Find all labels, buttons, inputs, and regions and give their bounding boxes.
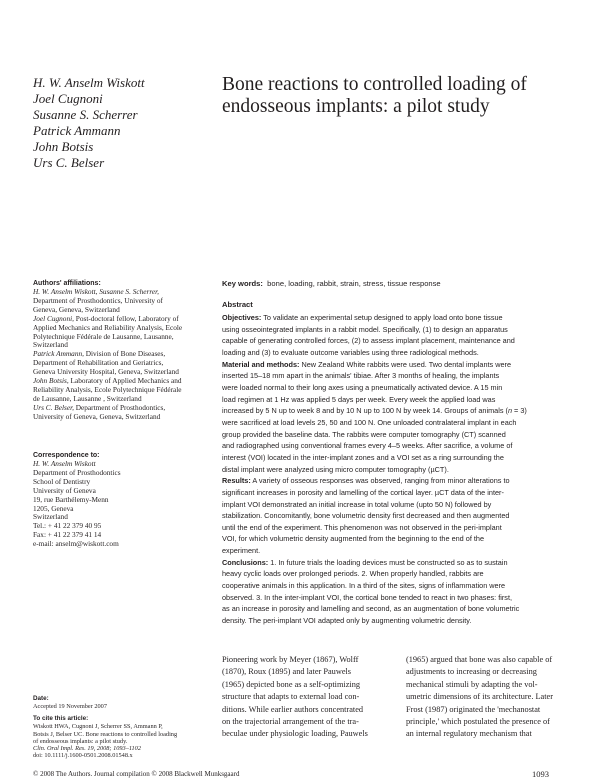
abstract-section-label: Objectives: — [222, 313, 262, 322]
abstract-text: density. The peri-implant VOI adapted only by augmenting volumetric density. — [222, 616, 472, 626]
address-line: School of Dentistry — [33, 476, 91, 486]
abstract-text: observed. 3. In the inter-implant VOI, the cortical bone tended to react in two phases: first, — [222, 592, 513, 602]
abstract-line — [222, 464, 592, 476]
dates-block — [33, 695, 213, 760]
abstract-section-label: Conclusions: — [222, 557, 269, 567]
body-column-left — [222, 654, 398, 741]
abstract-line — [222, 487, 592, 499]
abstract-line — [222, 394, 592, 406]
affiliation-line — [33, 413, 213, 422]
abstract-text: and radiographed using conventional frames every 4–5 weeks. After sacrifice, a volume of — [222, 441, 513, 451]
author-name: Patrick Ammann — [33, 123, 121, 138]
body-line: (1965) argued that bone was also capable of — [406, 655, 553, 664]
page-number: 1093 — [532, 769, 549, 779]
abstract-text: A variety of osseous responses was observed, ranging from minor alterations to — [250, 476, 510, 486]
body-line: mechanical stimuli by adapting the vol- — [406, 679, 538, 689]
abstract-body — [222, 312, 592, 627]
affiliation-text: Department of Rehabilitation and Geriatrics, — [33, 358, 164, 368]
affiliation-author: H. W. Anselm Wiskott, Susanne S. Scherrer, — [33, 287, 159, 296]
body-line: (1870), Roux (1895) and later Pauwels — [222, 667, 352, 677]
abstract-line — [222, 440, 592, 452]
author-list — [33, 75, 213, 171]
address-line: Switzerland — [33, 512, 68, 522]
affiliation-text: Division of Bone Diseases, — [83, 349, 166, 359]
abstract-line — [222, 370, 592, 382]
correspondence-heading: Correspondence to: — [33, 452, 100, 459]
abstract-line — [222, 405, 592, 417]
citation-text — [33, 723, 213, 759]
citation-line: Botsis J, Belser UC. Bone reactions to controlled loading — [33, 730, 178, 738]
abstract-text: heavy cyclic loads over prolonged periods. 2. When properly handled, rabbits are — [222, 569, 484, 579]
abstract-text: stabilization. Concomitantly, bone volumetric density first decreased and then augmented — [222, 511, 510, 521]
abstract-line — [222, 499, 592, 511]
abstract-line — [222, 417, 592, 429]
abstract-line — [222, 580, 592, 592]
abstract-text: load regimen at 1 Hz was applied 5 days per week. Every week the applied load was — [222, 394, 496, 404]
affiliation-author: John Botsis, — [33, 376, 69, 386]
body-line: umetric dimensions of its architecture. Later — [406, 692, 553, 702]
abstract-line — [222, 510, 592, 522]
abstract-text: = 3) — [512, 406, 527, 416]
affiliation-author: Joel Cugnoni, — [33, 313, 74, 323]
abstract-text: significant increases in porosity and lamelling of the cortical layer. µCT data of the inter- — [222, 487, 504, 497]
keywords-label: Key words: — [222, 279, 263, 288]
body-line: (1965) depicted bone as a self-optimizing — [222, 679, 361, 689]
title-line: Bone reactions to controlled loading of — [222, 74, 527, 95]
affiliation-text: Geneva, Geneva, Switzerland — [33, 304, 120, 314]
author-name: Urs C. Belser — [33, 155, 105, 170]
accepted-date: Accepted 19 November 2007 — [33, 703, 107, 710]
affiliation-author: Patrick Ammann, — [33, 349, 84, 359]
affiliation-text: Geneva University Hospital, Geneva, Switzerland — [33, 367, 179, 377]
body-column-right — [406, 654, 582, 741]
address-line: Tel.: + 41 22 379 40 95 — [33, 521, 102, 531]
body-line: Frost (1987) originated the 'mechanostat — [406, 704, 541, 714]
abstract-text: New Zealand White rabbits were used. Two dental implants were — [299, 359, 512, 369]
abstract-line — [222, 592, 592, 604]
abstract-line — [222, 312, 592, 324]
abstract-text: were sacrificed at load levels 25, 50 and 100 N. One unloaded contralateral implant in each — [222, 417, 517, 427]
affiliations-heading: Authors' affiliations: — [33, 280, 101, 287]
address-line: Fax: + 41 22 379 41 14 — [33, 530, 102, 540]
citation-line: of endosseous implants: a pilot study. — [33, 737, 128, 745]
body-line: adjustments to increasing or decreasing — [406, 667, 537, 677]
abstract-text: group provided the baseline data. The rabbits were computer tomography (CT) scanned — [222, 429, 506, 439]
address-line: 19, rue Barthélemy-Menn — [33, 494, 109, 504]
body-line: beculae under physiologic loading, Pauwels — [222, 729, 368, 739]
abstract-line — [222, 568, 592, 580]
abstract-line — [222, 347, 592, 359]
abstract-text: increased by 5 N up to week 8 and by 10 N up to 100 N by week 14. Groups of animals ( — [222, 406, 508, 416]
abstract-text: as an increase in porosity and lamelling and second, as an augmentation of bone volumetric — [222, 604, 520, 614]
abstract-line — [222, 452, 592, 464]
body-line: an internal regulatory mechanism that — [406, 729, 532, 739]
abstract-text: were loaded normal to their long axes using a pneumatically activated device. A 15 min — [222, 382, 503, 392]
abstract-text: loading and (3) to evaluate outcome variables using three radiological methods. — [222, 347, 479, 357]
keywords — [222, 279, 582, 289]
author-name: Susanne S. Scherrer — [33, 107, 138, 122]
address-line: University of Geneva — [33, 485, 96, 495]
affiliation-text: Polytechnique Fédérale de Lausanne, Lausanne, — [33, 331, 174, 341]
citation-line: Clin. Oral Impl. Res. 19, 2008; 1093–1102 — [33, 745, 141, 753]
abstract-text: capable of generating controlled forces, (2) to assess implant placement, maintenance and — [222, 336, 515, 346]
abstract-text: To validate an experimental setup designed to apply load onto bone tissue — [261, 313, 503, 322]
citation-line: doi: 10.1111/j.1600-0501.2008.01548.x — [33, 752, 133, 760]
affiliation-text: Department of Prosthodontics, University of — [33, 295, 163, 305]
abstract-line — [222, 533, 592, 545]
abstract-line — [222, 359, 592, 371]
abstract-line — [222, 522, 592, 534]
affiliation-text: Department of Prosthodontics, — [73, 402, 166, 412]
affiliation-text: University of Geneva, Geneva, Switzerland — [33, 411, 161, 421]
date-heading: Date: — [33, 695, 49, 702]
affiliation-text: Switzerland — [33, 340, 68, 350]
abstract-text: VOI, for which volumetric density augmented from the beginning to the end of the — [222, 534, 485, 544]
abstract-line — [222, 429, 592, 441]
author-name: H. W. Anselm Wiskott — [33, 75, 145, 90]
affiliation-author: Urs C. Belser, — [33, 402, 74, 412]
abstract-text: interest (VOI) located in the inter-implant zones and a VOI set as a ring surrounding the — [222, 452, 504, 462]
abstract-text: until the end of the experiment. This phenomenon was not observed in the peri-implant — [222, 522, 502, 532]
body-line: Pioneering work by Meyer (1867), Wolff — [222, 655, 359, 664]
affiliations-text — [33, 288, 213, 422]
abstract-text: 1. In future trials the loading devices must be constructed so as to sustain — [268, 557, 508, 567]
abstract-line — [222, 335, 592, 347]
keywords-text: bone, loading, rabbit, strain, stress, tissue response — [267, 279, 441, 288]
abstract-text: cooperative animals in this application. In a third of the sites, signs of inflammation were — [222, 581, 506, 591]
abstract-text: inserted 15–18 mm apart in the animals' tibiae. After 3 months of healing, the implants — [222, 371, 500, 381]
abstract-line — [222, 475, 592, 487]
author-name: Joel Cugnoni — [33, 91, 103, 106]
affiliation-text: Laboratory of Applied Mechanics and — [68, 376, 182, 386]
abstract-section-label: Results: — [222, 476, 251, 486]
abstract-line — [222, 324, 592, 336]
abstract-line — [222, 603, 592, 615]
abstract-heading: Abstract — [222, 300, 253, 309]
cite-heading: To cite this article: — [33, 715, 89, 723]
correspondence-block — [33, 451, 213, 549]
address-line: Department of Prosthodontics — [33, 467, 121, 477]
address-line: e-mail: anselm@wiskott.com — [33, 539, 119, 549]
affiliation-text: Reliability Analysis, Ecole Polytechnique Fédérale — [33, 384, 182, 394]
body-line: principle,' which postulated the presence of — [406, 717, 550, 727]
abstract-text: using osseointegrated implants in a rabbit model. Specifically, (1) to design an apparatus — [222, 324, 508, 334]
correspondence-name: H. W. Anselm Wiskott — [33, 459, 96, 468]
body-line: on the trajectorial arrangement of the tra- — [222, 717, 359, 727]
abstract-text: implant VOI demonstrated an initial increase in total volume (upto 50 N) followed by — [222, 499, 492, 509]
affiliation-text: Post-doctoral fellow, Laboratory of — [73, 313, 179, 323]
citation-line: Wiskott HWA, Cugnoni J, Scherrer SS, Ammann P, — [33, 723, 163, 731]
abstract-italic: n — [507, 406, 513, 416]
abstract-text: experiment. — [222, 546, 261, 556]
abstract-line — [222, 545, 592, 557]
correspondence-address — [33, 469, 213, 549]
abstract-section-label: Material and methods: — [222, 359, 300, 369]
address-line: 1205, Geneva — [33, 503, 74, 513]
abstract-line — [222, 382, 592, 394]
author-name: John Botsis — [33, 139, 94, 154]
body-line: ditions. While earlier authors concentrated — [222, 704, 364, 714]
copyright-footer: © 2008 The Authors. Journal compilation © 2008 Blackwell Munksgaard — [33, 770, 240, 778]
body-line: structure that adapts to external load con- — [222, 692, 360, 702]
affiliation-text: Applied Mechanics and Reliability Analysis, Ecole — [33, 322, 183, 332]
abstract-line — [222, 557, 592, 569]
affiliation-text: de Lausanne, Lausanne , Switzerland — [33, 393, 142, 403]
abstract-line — [222, 615, 592, 627]
article-title — [222, 74, 582, 118]
title-line: endosseous implants: a pilot study — [222, 96, 490, 117]
authors-affiliations — [33, 279, 213, 422]
abstract-text: distal implant were analyzed using micro computer tomography (µCT). — [222, 464, 449, 474]
